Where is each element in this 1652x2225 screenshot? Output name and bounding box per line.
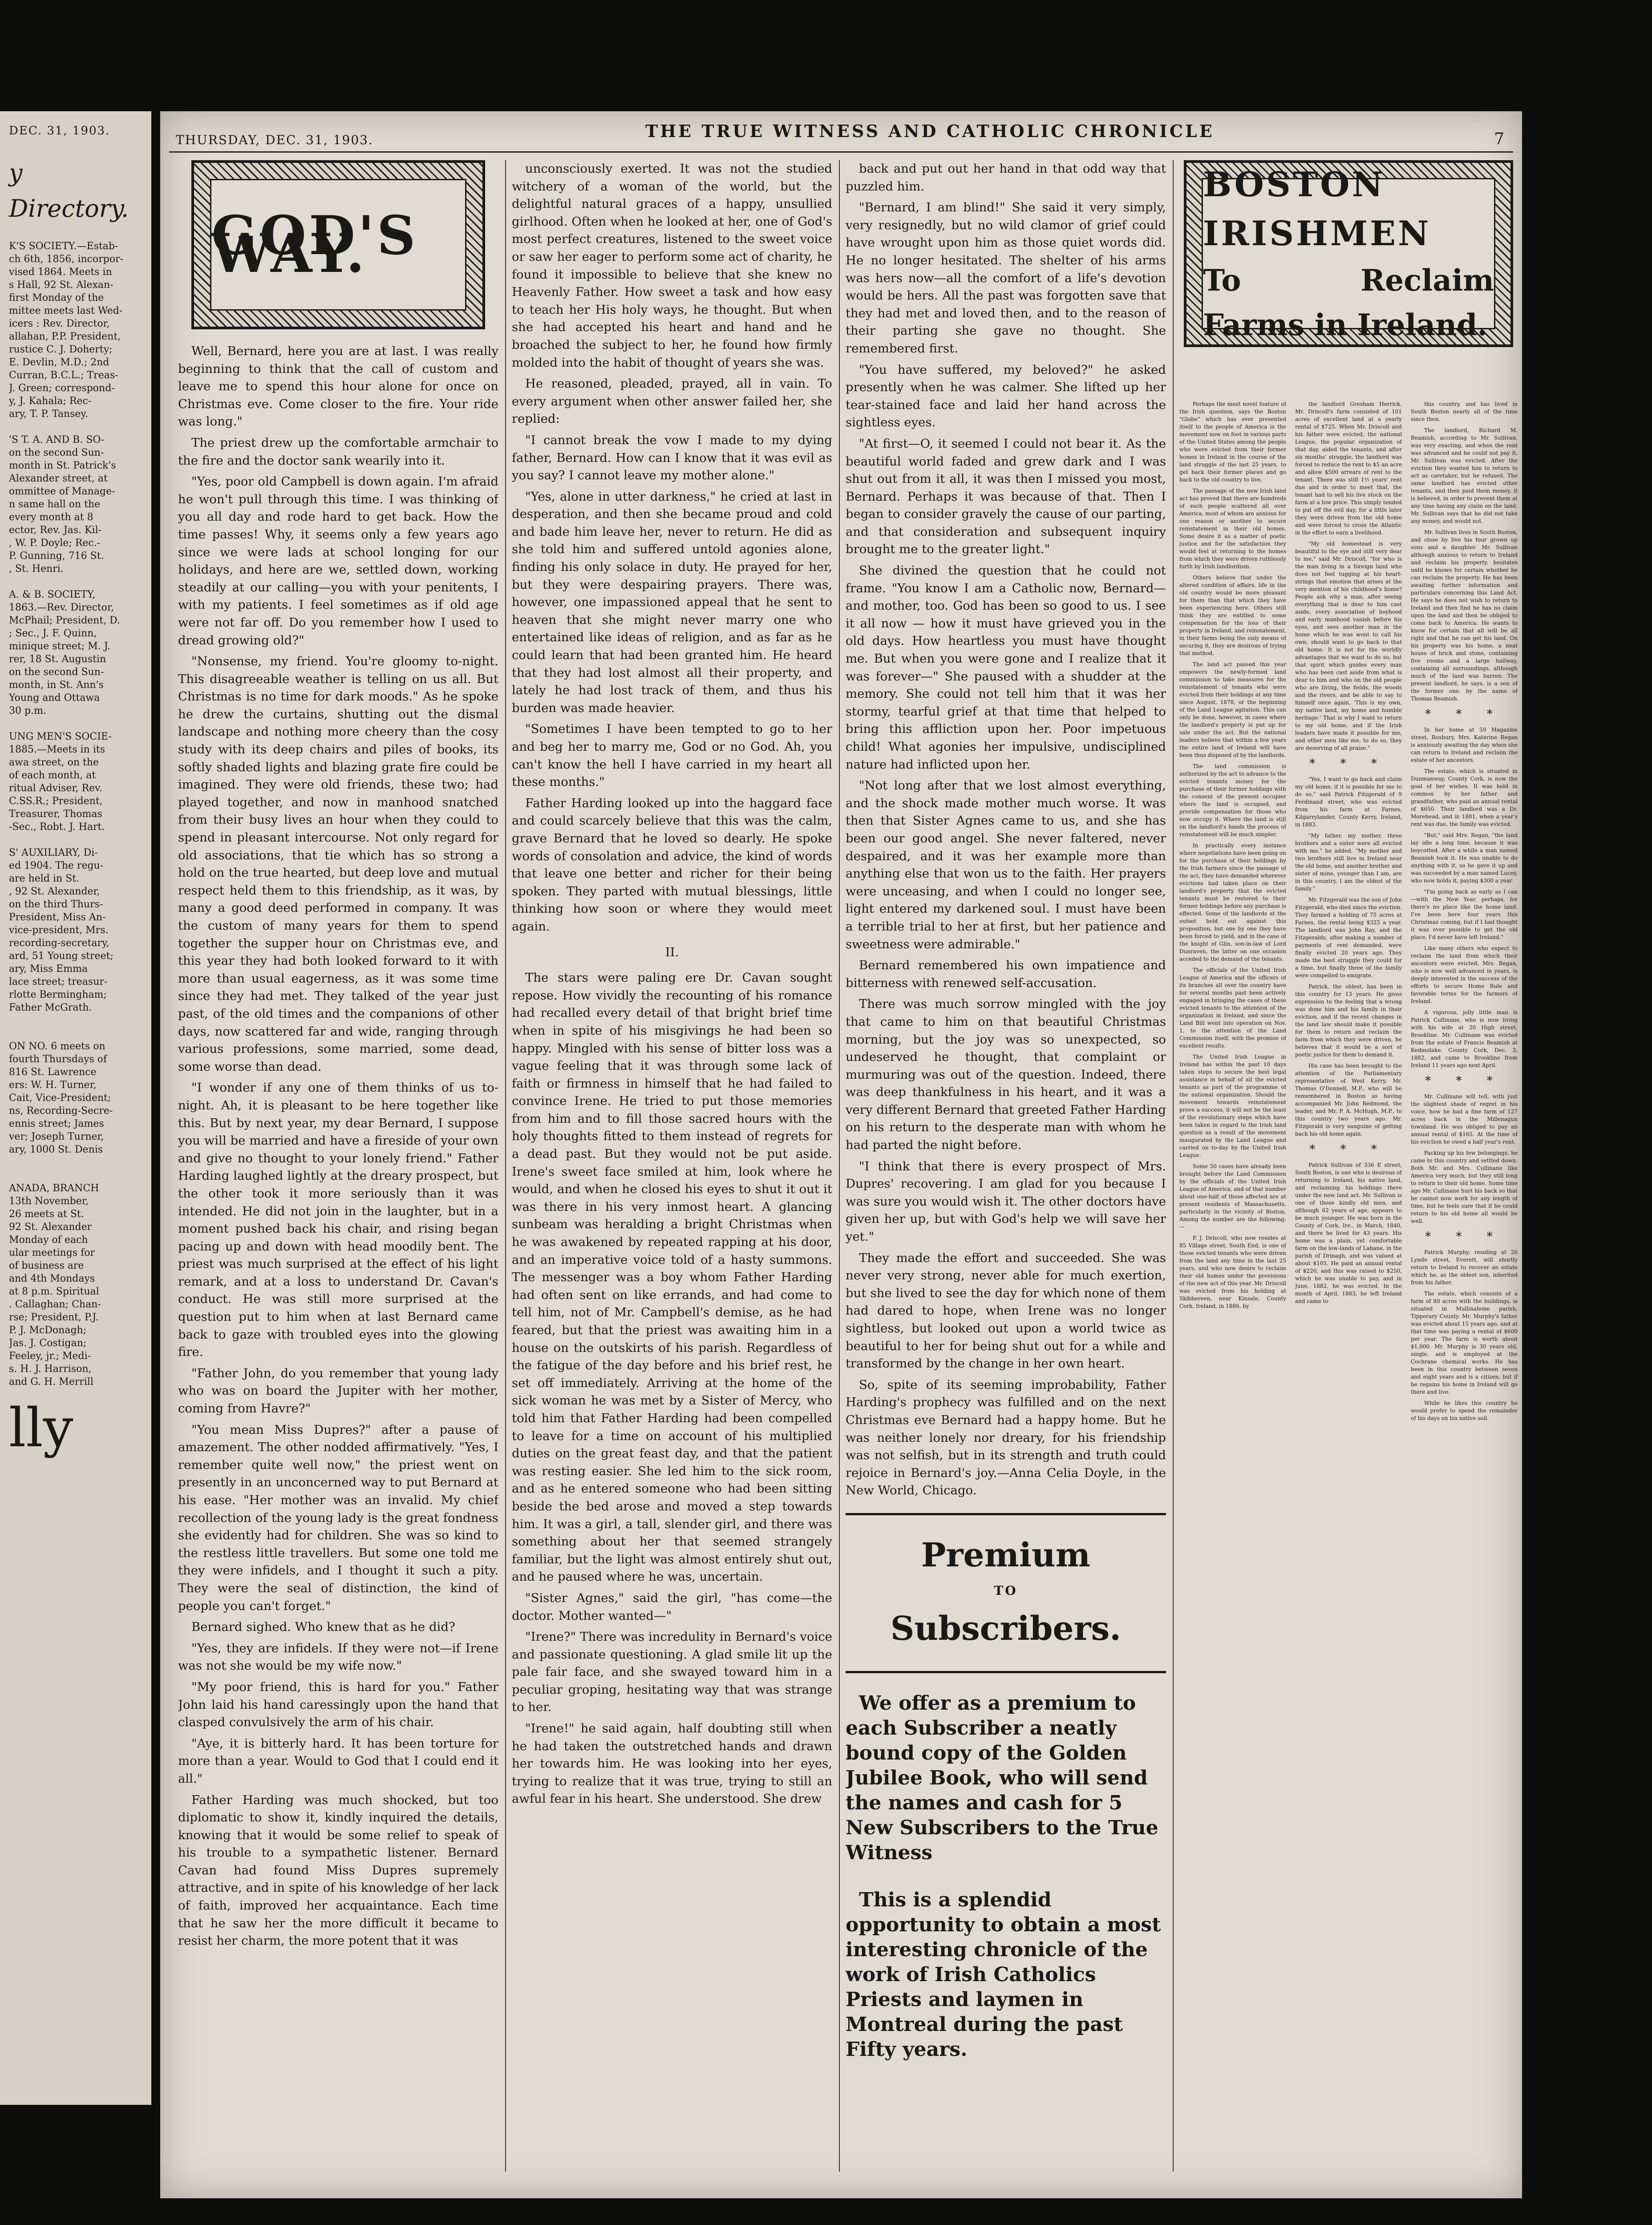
page-margin bbox=[1522, 111, 1652, 2198]
article-paragraph: He reasoned, pleaded, prayed, all in vain. To every argument when other answer failed her, she replied: bbox=[512, 376, 832, 426]
boston-title-frame bbox=[1184, 160, 1513, 347]
directory-line: first Monday of the bbox=[9, 292, 104, 303]
directory-line: Curran, B.C.L.; Treas- bbox=[9, 370, 118, 381]
directory-line: 1863.—Rev. Director, bbox=[9, 602, 114, 613]
article-paragraph: "Yes, poor old Campbell is down again. I'm afraid he won't pull through this time. I was thinking of you all day and rode hard to get back. How the time passes! Why, it seems only a few years ago since we were lads at school longing for our holidays, and here are we, settled down, working steadily at our calling—you with your penitents, I with my patients. I feel sometimes as if old age were not far off. Do you remember how I used to dread growing old?" bbox=[178, 474, 498, 647]
article-paragraph: "Aye, it is bitterly hard. It has been torture for more than a year. Would to God that I could end it all." bbox=[178, 1736, 498, 1786]
article-paragraph: back and put out her hand in that odd way that puzzled him. bbox=[846, 162, 1166, 194]
directory-line: J. Green; correspond- bbox=[9, 383, 115, 394]
article-paragraph: The stars were paling ere Dr. Cavan sought repose. How vividly the recounting of his romance had recalled every detail of that bright brief time when in spite of his misgivings he had been so happy. Mingled with his sense of bitter loss was a vague feeling that it was through some lack of faith or firmness in himself that he had failed to convince Irene. He tried to put those memories from him and to fill those sacred hours with the holy thoughts fitted to them instead of regrets for a dead past. But they would not be put aside. Irene's sweet face smiled at him, look where he would, and when he closed his eyes to shut it out it was there in his very inmost heart. A glancing sunbeam was heralding a bright Christmas when he was awakened by repeated rapping at his door, and an imperative voice told of a hasty summons. The messenger was a boy whom Father Harding had often sent on like errands, and had come to tell him, not of Mr. Campbell's demise, as he had feared, but that the priest was awaiting him in a house on the outskirts of his parish. Regardless of the fatigue of the day before and his brief rest, he set off immediately. Arriving at the home of the sick woman he was met by a Sister of Mercy, who told him that Father Harding had been compelled to leave for a time on account of his multiplied duties on the great feast day, and that the patient was resting easier. She led him to the sick room, and as he entered someone who had been sitting beside the bed arose and moved a step towards him. It was a girl, a tall, slender girl, and there was something about her that seemed strangely familiar, but the light was almost entirely shut out, and he paused where he was, uncertain. bbox=[512, 971, 832, 1584]
directory-line: every month at 8 bbox=[9, 512, 93, 523]
article-paragraph: In her home at 59 Magazine street, Roxbury, Mrs. Katerine Regan is anxiously awaiting the day when she can return to Ireland and reclaim the estate of her ancestors. bbox=[1411, 727, 1518, 763]
article-paragraph: "Sister Agnes," said the girl, "has come—the doctor. Mother wanted—" bbox=[512, 1590, 832, 1623]
directory-line: Monday of each bbox=[9, 1234, 88, 1246]
article-paragraph: Like many others who expect to reclaim the land from which their ancestors were evicted, Mrs. Regan, who is now well advanced in years, is deeply interested in the success of the efforts to secure Home Rule and favorable terms for the farmers of Ireland. bbox=[1411, 945, 1518, 1004]
directory-line: s Hall, 92 St. Alexan- bbox=[9, 279, 113, 291]
directory-line: S' AUXILIARY, Di- bbox=[9, 847, 98, 858]
article-paragraph: The passage of the new Irish land act has proved that there are hundreds of such people scattered all over America, most of whom are anxious for one reason or another to secure reinstatement in their old homes. Some desire it as a matter of poetic justice and for the satisfaction they would feel at returning to the homes from which they were driven ruthlessly forth by Irish landlordism. bbox=[1179, 488, 1286, 570]
gods-way-text-1 bbox=[178, 343, 498, 1950]
directory-line: y, J. Kahala; Rec- bbox=[9, 396, 92, 407]
directory-line: s. H. J. Harrison, bbox=[9, 1363, 92, 1375]
directory-line: awa street, on the bbox=[9, 757, 99, 768]
article-paragraph: P. J. Driscoll, who now resides at 85 Village street, South End, is one of those evicted tenants who were driven from the land any time in the last 25 years, and who now desire to reclaim their old homes under the provisions of the new act of this year. Mr. Driscoll was evicted from his holding at Skibbereen, near Kinsale, County Cork, Ireland, in 1886, by bbox=[1179, 1235, 1286, 1309]
article-paragraph: "I cannot break the vow I made to my dying father, Bernard. How can I know that it was evil as you say? I cannot leave my mother alone." bbox=[512, 433, 832, 483]
directory-line: allahan, P.P. President, bbox=[9, 331, 121, 342]
directory-line: and 4th Mondays bbox=[9, 1273, 95, 1284]
directory-line: McPhail; President, D. bbox=[9, 615, 121, 626]
article-paragraph: She divined the question that he could not frame. "You know I am a Catholic now, Bernard—and mother, too. God has been so good to us. I see it all now — how it must have grieved you in the old days. How heartless you must have thought me. But when you were gone and I realize that it was forever—" She paused with a shudder at the memory. She could not tell him that it was her stormy, tearful grief at that time that helped to bring this affliction upon her. Poor impetuous child! What agonies her impulsive, undisciplined nature had inflicted upon her. bbox=[846, 563, 1166, 772]
article-paragraph: "My poor friend, this is hard for you." Father John laid his hand caressingly upon the hand that clasped convulsively the arm of his chair. bbox=[178, 1679, 498, 1730]
directory-line: rse; President, P.J. bbox=[9, 1312, 99, 1323]
directory-line bbox=[9, 1156, 148, 1169]
article-paragraph: unconsciously exerted. It was not the studied witchery of a woman of the world, but the delightful natural graces of a happy, unsullied girlhood. Often when he looked at her, one of God's most perfect creatures, listened to the sweet voice or saw her eager to perform some act of charity, he found it impossible to believe that she knew no Heavenly Father. How sweet a task and how easy to teach her His holy ways, he thought. But when she had accepted his heart and hand and he broached the subject to her, he found how firmly molded into the habit of thought of years she was. bbox=[512, 162, 832, 370]
article-paragraph: His case has been brought to the attention of the Parliamentary representative of West Kerry, Mr. Thomas O'Donnell, M.P., who will be remembered in Boston as having accompanied Mr. John Redmond, the leader, and Mr. P. A. McHugh, M.P., to this country two years ago. Mr. Fitzgerald is very sanguine of getting back his old home again. bbox=[1295, 1063, 1402, 1137]
article-paragraph: Patrick, the oldest, has been in this country for 13 years. He gives expression to the feeling that a wrong was done him and his family in their eviction, and if the recent changes in the land law should make it possible for them to return and reclaim the farm from which they were driven, he believes that it would be a sort of poetic justice for them to demand it. bbox=[1295, 983, 1402, 1058]
gods-way-title: GOD'S WAY. bbox=[211, 204, 418, 285]
prev-page-ornament: lly bbox=[9, 1397, 73, 1459]
article-paragraph: "Not long after that we lost almost everything, and the shock made mother much worse. It was then that Sister Agnes came to us, and she has been our good angel. She never faltered, never despaired, and it was her example more than anything else that won us to the faith. Her prayers were unceasing, and when I could no longer see, light entered my darkened soul. I must have been a terrible trial to her at first, but her patience and sweetness were admirable." bbox=[846, 778, 1166, 951]
article-paragraph: The estate, which consists of a farm of 80 acres with the buildings, is situated in Mullinahone parish, Tipperary County. Mr. Murphy's father was evicted about 15 years ago, and at that time was paying a rental of $600 per year. The farm is worth about $1,000. Mr. Murphy is 30 years old, single, and is employed at the Cochrane chemical works. He has been in this country between seven and eight years and is a citizen, but if he regains his home in Ireland will go there and live. bbox=[1411, 1290, 1518, 1395]
directory-line: icers : Rev. Director, bbox=[9, 318, 110, 329]
article-paragraph: "Yes, alone in utter darkness," he cried at last in desperation, and then she became proud and cold and bade him leave her, never to return. He did as she told him and suffered untold agonies alone, finding his only solace in duty. He prayed for her, but they were despairing prayers. There was, however, one impassioned appeal that he sent to heaven that she might never marry one who entertained like ideas of religion, and as far as he could learn that had been granted him. He heard that they had lost almost all their property, and lately he had lost track of them, and thus his burden was made heavier. bbox=[512, 489, 832, 715]
article-paragraph: The land act passed this year empowers the newly-formed land commission to take measures for the reinstatement of tenants who were evicted from their holdings at any time since August, 1878, or the beginning of the Land League agitation. This can only be done, however, in cases where the landlord's property is put up for sale under the act. But the national leaders believe that within a few years the entire land of Ireland will have been thus disposed of by the landlords. bbox=[1179, 661, 1286, 758]
directory-line: -Sec., Robt. J. Hart. bbox=[9, 821, 105, 833]
boston-column-2 bbox=[1295, 400, 1402, 2185]
directory-line: ns, Recording-Secre- bbox=[9, 1105, 113, 1117]
directory-line: . Callaghan; Chan- bbox=[9, 1299, 101, 1310]
article-paragraph: "Yes, I want to go back and claim my old home, if it is possible for me to do so," said Patrick Fitzgerald of 9 Ferdinand street, who was evicted from his farm at Farnes, Kilgarrylander, County Kerry, Ireland, in 1883. bbox=[1295, 776, 1402, 828]
section-separator: * * * bbox=[1425, 1230, 1503, 1243]
article-paragraph: Well, Bernard, here you are at last. I was really beginning to think that the call of custom and leave me to spend this hour alone for once on Christmas eve. Come closer to the fire. Your ride was long." bbox=[178, 344, 498, 429]
article-paragraph: Others believe that under the altered condition of affairs, life in the old country would be more pleasant for them than that which they have been experiencing here. Others still think they are entitled to some compensation for the loss of their property in Ireland, and reinstatement, in their farms being the only means of securing it, they are desirous of trying that method. bbox=[1179, 574, 1286, 656]
directory-line: ver; Joseph Turner, bbox=[9, 1131, 104, 1142]
article-paragraph: Perhaps the most novel feature of the Irish question, says the Boston "Globe" which has ever presented itself to the people of America is the movement now on foot in various parts of the United States among the people who were evicted from their former homes in Ireland in the course of the land struggle of the last 25 years, to get back their former places and go back to the old country to live. bbox=[1179, 401, 1286, 483]
directory-line: of each month, at bbox=[9, 770, 96, 781]
directory-line: vised 1864. Meets in bbox=[9, 267, 112, 278]
directory-line bbox=[9, 575, 148, 588]
article-paragraph: "Father John, do you remember that young lady who was on board the Jupiter with her mother, coming from Havre?" bbox=[178, 1366, 498, 1416]
directory-line: C.SS.R.; President, bbox=[9, 796, 103, 807]
article-paragraph: this country, and has lived in South Boston nearly all of the time since then. bbox=[1411, 401, 1518, 422]
prev-page-date: DEC. 31, 1903. bbox=[9, 124, 110, 138]
section-separator: * * * bbox=[1425, 708, 1503, 721]
directory-line: ennis street; James bbox=[9, 1118, 104, 1129]
article-paragraph: "Bernard, I am blind!" She said it very simply, very resignedly, but no wild clamor of grief could have wrought upon him as those quiet words did. He no longer hesitated. The shelter of his arms was hers now—all the comfort of a life's devotion would be hers. All the past was forgotten save that they had met and loved then, and to the reason of their parting she gave no thought. She remembered first. bbox=[846, 200, 1166, 356]
directory-line: P. Gunning, 716 St. bbox=[9, 550, 104, 562]
directory-line: K'S SOCIETY.—Estab- bbox=[9, 241, 118, 252]
directory-line: ch 6th, 1856, incorpor- bbox=[9, 254, 124, 265]
directory-line: on the second Sun- bbox=[9, 667, 104, 678]
running-head bbox=[169, 120, 1513, 153]
article-paragraph: Some 50 cases have already been brought before the Land Commission by the officials of the United Irish League of America, and of that number about one-half of those affected are at present residents of Massachusetts, particularly in the vicinity of Boston. Among the number are the following:— bbox=[1179, 1163, 1286, 1230]
article-paragraph: The estate, which is situated in Dunmanway, County Cork, is now the goal of her wishes. It was held in common by her father and grandfather, who paid an annual rental of $650. Their landlord was a Dr. Morehead, and in 1881, when a year's rent was due, the family was evicted. bbox=[1411, 768, 1518, 827]
directory-line: and G. H. Merrill bbox=[9, 1376, 93, 1388]
directory-line bbox=[9, 1027, 148, 1040]
issue-date: THURSDAY, DEC. 31, 1903. bbox=[176, 133, 373, 147]
directory-line: lace street; treasur- bbox=[9, 976, 108, 987]
gods-way-text-2 bbox=[512, 160, 832, 1808]
directory-line: are held in St. bbox=[9, 873, 80, 884]
article-paragraph: The land commission is authorized by the act to advance to the evicted tenants money for the purchase of their former holdings with the consent of the present occupier where the land is occupied, and provide compensation for those who now occupy it. Where the land is still on the landlord's hands the process of reinstatement will be much simpler. bbox=[1179, 763, 1286, 837]
directory-line: A. & B. SOCIETY, bbox=[9, 589, 96, 600]
directory-line: 'S T. A. AND B. SO- bbox=[9, 434, 105, 445]
premium-opportunity: This is a splendid opportunity to obtain a most interesting chronicle of the work of Irish Catholics Priests and laymen in Montreal during the past Fifty years. bbox=[846, 1888, 1161, 2061]
article-paragraph: Packing up his few belongings, he came to this country and settled down. Both Mr. and Mrs. Cullinane like America very much, but they still long to return to their old home. Some time ago Mr. Cullinane hurt his back so that he cannot now work for any length of time, but he feels sure that if he could return to his old home all would be well. bbox=[1411, 1150, 1518, 1224]
premium-advertisement bbox=[846, 1513, 1166, 2062]
premium-subscribers: Subscribers. bbox=[846, 1604, 1166, 1673]
directory-line: ON NO. 6 meets on bbox=[9, 1041, 105, 1052]
directory-line: , St. Henri. bbox=[9, 563, 64, 574]
directory-line: ; Sec., J. F. Quinn, bbox=[9, 628, 97, 639]
directory-line: President, Miss An- bbox=[9, 912, 106, 923]
directory-line: of business are bbox=[9, 1260, 84, 1271]
directory-line: , 92 St. Alexander, bbox=[9, 886, 100, 897]
article-paragraph: "At first—O, it seemed I could not bear it. As the beautiful world faded and grew dark and I was shut out from it all, it was then I missed you most, Bernard. Perhaps it was because of that. Then I began to consider gravely the cause of our parting, and that consideration and subsequent inquiry brought me to the greater light." bbox=[846, 436, 1166, 557]
article-paragraph: Bernard sighed. Who knew that as he did? bbox=[191, 1620, 455, 1634]
directory-line: vice-president, Mrs. bbox=[9, 925, 109, 936]
directory-line: ular meetings for bbox=[9, 1247, 95, 1258]
directory-line: Feeley, jr.; Medi- bbox=[9, 1351, 91, 1362]
directory-line: rlotte Bermingham; bbox=[9, 989, 107, 1000]
boston-text-1 bbox=[1179, 400, 1286, 1310]
article-paragraph: There was much sorrow mingled with the joy that came to him on that beautiful Christmas morning, but the joy was so unexpected, so undeserved he thought, that complaint or murmuring was out of the question. Indeed, there was deep thankfulness in his heart, and it was a very different Bernard that greeted Father Harding on his return to the desperate man with whom he had parted the night before. bbox=[846, 997, 1166, 1153]
section-separator: * * * bbox=[1425, 1074, 1503, 1088]
directory-line: Cait, Vice-President; bbox=[9, 1092, 111, 1104]
directory-line: ANADA, BRANCH bbox=[9, 1183, 99, 1194]
directory-line bbox=[9, 717, 148, 730]
directory-line: minique street; M. J. bbox=[9, 641, 110, 652]
article-paragraph: Mr. Cullinane will tell, with just the slightest shade of regret in his voice, how he had a fine farm of 127 acres back in the Millenagun townland. He was obliged to pay an annual rental of $165. At the time of his eviction he owed a half year's rent. bbox=[1411, 1093, 1518, 1145]
article-paragraph: The officials of the United Irish League of America and the officers of its branches all over the country have for several months past been actively engaged in bringing the cases of these evicted tenants to the attention of the organization in Ireland, and since the Land Bill went into operation on Nov. 1, to the attention of the Land Commission itself, with the promise of excellent results. bbox=[1179, 967, 1286, 1049]
directory-line: Treasurer, Thomas bbox=[9, 809, 102, 820]
article-paragraph: "I'm going back as early as I can —with the New Year, perhaps, for there's no place like the home land. I've been here four years this Christmas coming, but if I had thought it was ever possible to get the old place, I'd never have left Ireland." bbox=[1411, 889, 1518, 940]
article-paragraph: Mr. Sullivan lives in South Boston, and close by live his four grown up sons and a daughter. Mr. Sullivan although anxious to return to Ireland and reclaim his property, hesitates until he knows for certain whether he can reclaim the property. He has been awaiting further information and particulars concerning this Land Act. He says he does not wish to return to Ireland and then find he has no claim upon the land and then be obliged to come back to America. He wants to know for certain that all will be all right and that he can get his land. On his property was his home, a neat house of brick and stone, containing five rooms and a large hallway, containing all surroundings, although much of the land was barren. The present landlord, he says, is a son of the former one, by the name of Thomas Beamish. bbox=[1411, 529, 1518, 702]
article-paragraph: Mr. Fitzgerald was the son of John Fitzgerald, who died since the eviction. They farmed a holding of 75 acres at Farnes, the rental being $325 a year. The landlord was John Ray, and the Fitzgeralds, after making a number of payments of rent demanded, were finally evicted 20 years ago. They made the best struggle they could for a time, but finally three of the family were compelled to emigrate. bbox=[1295, 897, 1402, 979]
article-paragraph: Father Harding looked up into the haggard face and could scarcely believe that this was the calm, grave Bernard that he loved so dearly. He spoke words of consolation and advice, the kind of words that leave one better and richer for their being spoken. They parted with mutual blessings, little thinking how soon or where they would meet again. bbox=[512, 796, 832, 934]
directory-line: P. J. McDonagh; bbox=[9, 1325, 87, 1336]
prev-page-directory-heading: y Directory. bbox=[9, 159, 129, 222]
article-paragraph: So, spite of its seeming improbability, Father Harding's prophecy was fulfilled and on the next Christmas eve Bernard had a happy home. But he was neither lonely nor dreary, for his friendship was not selfish, but in its strength and truth could rejoice in Bernard's joy.—Anna Celia Doyle, in the New World, Chicago. bbox=[846, 1377, 1166, 1498]
column-rule bbox=[505, 160, 506, 2172]
article-paragraph: "My father, my mother, three brothers and a sister were all evicted with me," he added. "My mother and two brothers still live in Ireland near the old home, and another brother and sister of mine, younger than I am, are in this country. I am the oldest of the family." bbox=[1295, 833, 1402, 892]
directory-line: ary, 1000 St. Denis bbox=[9, 1144, 103, 1155]
directory-line: n same hall on the bbox=[9, 499, 101, 510]
boston-title-line-1: BOSTON IRISHMEN bbox=[1203, 165, 1431, 253]
gods-way-column-1 bbox=[178, 160, 498, 2185]
directory-line: on the third Thurs- bbox=[9, 899, 103, 910]
directory-line bbox=[9, 1169, 148, 1182]
boston-column-1 bbox=[1179, 400, 1286, 2185]
directory-line: Jas. J. Costigan; bbox=[9, 1338, 87, 1349]
gods-way-column-2 bbox=[512, 160, 832, 2185]
article-paragraph: "Irene!" he said again, half doubting still when he had taken the outstretched hands and drawn her towards him. He was looking into her eyes, trying to realize that it was true, trying to still an awful fear in his heart. She understood. She drew bbox=[512, 1721, 832, 1806]
directory-line: on the second Sun- bbox=[9, 447, 104, 458]
article-paragraph: "You mean Miss Dupres?" after a pause of amazement. The other nodded affirmatively. "Yes, I remember quite well now," the priest went on presently in an unconcerned way to put Bernard at his ease. "Her mother was an invalid. My chief recollection of the young lady is the great fondness she evidently had for children. She was so kind to the restless little travellers. But some one told me they were infidels, and I thought it such a pity. They were the seal of distinction, the kind of people you can't forget." bbox=[178, 1422, 498, 1613]
article-paragraph: The United Irish League in Ireland has within the past 10 days taken steps to secure the best legal assistance in behalf of all the evicted tenants as part of the programme of the national organization. Should the movement towards reinstatement prove a success, it will not be the least of the revolutionary steps which have been taken in regard to the Irish land question as a result of the movement inaugurated by the Land League and carried on to-day by the United Irish League. bbox=[1179, 1054, 1286, 1158]
article-paragraph: A vigorous, jolly little man is Patrick Cullinane, who is now living with his wife at 20 High street, Brookline. Mr. Cullinane was evicted from the estate of Francis Beamish at Kedmolake, County Cork, Dec. 3, 1882, and came to Brookline from Ireland 11 years ago next April. bbox=[1411, 1009, 1518, 1068]
article-paragraph: Patrick Sullivan of 336 E street, South Boston, is one who is desirous of returning to Ireland, his native land, and reclaiming his holdings there under the new land act. Mr. Sullivan is one of those kindly old men, and although 62 years of age, appears to be much younger. He was born in the County of Cork, Ire., in March, 1840, and there he lived for 43 years. His home was a plain, yet comfortable farm on the low-lands of Lahane, in the parish of Drinagh, and was valued at about $105. He paid an annual rental of $220, and this was raised to $250, which he was unable to pay, and in June, 1882, he was evicted. In the month of April, 1883, he left Ireland and came to bbox=[1295, 1162, 1402, 1304]
article-paragraph: "Sometimes I have been tempted to go to her and beg her to marry me, God or no God. Ah, you can't know the hell I have carried in my heart all these months." bbox=[512, 722, 832, 789]
article-paragraph: "I wonder if any one of them thinks of us to-night. Ah, it is pleasant to be here together like this. But by next year, my dear Bernard, I suppose you will be married and have a fireside of your own and give no thought to your lonely friend." Father Harding laughed lightly at the dreary prospect, but the other took it more seriously than it was intended. He did not join in the laughter, but in a moment pushed back his chair, and rising began pacing up and down with head moodily bent. The priest was much surprised at the effect of his light remark, and at a loss to understand Dr. Cavan's conduct. He was still more surprised at the question put to him when at last Bernard came back to gaze with troubled eyes into the glowing fire. bbox=[178, 1080, 498, 1359]
gods-way-column-3 bbox=[846, 160, 1166, 2185]
premium-heading: Premium bbox=[921, 1536, 1091, 1574]
article-paragraph: Bernard remembered his own impatience and bitterness with renewed self-accusation. bbox=[846, 958, 1166, 990]
article-paragraph: "You have suffered, my beloved?" he asked presently when he was calmer. She lifted up her tear-stained face and laid her hand across the sightless eyes. bbox=[846, 362, 1166, 430]
article-paragraph: While he likes this country he would prefer to spend the remainder of his days on his native soil. bbox=[1411, 1400, 1518, 1421]
boston-title-line-2: To Reclaim Farms in Ireland. bbox=[1203, 263, 1494, 342]
directory-line: 816 St. Lawrence bbox=[9, 1067, 97, 1078]
premium-offer: We offer as a premium to each Subscriber a neatly bound copy of the Golden Jubilee Book, who will send the names and cash for 5 New Subscribers to the True Witness bbox=[846, 1691, 1158, 1864]
newspaper-page bbox=[160, 111, 1522, 2198]
directory-line: Alexander street, at bbox=[9, 473, 108, 484]
article-paragraph: "I think that there is every prospect of Mrs. Dupres' recovering. I am glad for you because I was sure you would wish it. The other doctors have given her up, but with God's help we will save her yet." bbox=[846, 1159, 1166, 1244]
article-paragraph: "Yes, they are infidels. If they were not—if Irene was not she would be my wife now." bbox=[178, 1641, 498, 1673]
section-separator: * * * bbox=[1309, 1143, 1388, 1156]
gods-way-text-3 bbox=[846, 160, 1166, 1500]
article-paragraph: They made the effort and succeeded. She was never very strong, never able for much exertion, but she lived to see the day for which none of them had dared to hope, when Irene was no longer sightless, but looked out upon a world twice as beautiful to her for being shut out for a while and transformed by the change in her own heart. bbox=[846, 1250, 1166, 1371]
directory-line: ary, T. P. Tansey. bbox=[9, 409, 88, 420]
directory-line: rustice C. J. Doherty; bbox=[9, 344, 113, 355]
directory-line: at 8 p.m. Spiritual bbox=[9, 1286, 99, 1297]
gods-way-title-frame bbox=[191, 160, 485, 329]
article-paragraph: "Nonsense, my friend. You're gloomy to-night. This disagreeable weather is telling on us all. But Christmas is no time for dark moods." As he spoke he drew the curtains, shutting out the dismal landscape and nothing more cheery than the cosy study with its deep chairs and piles of books, its softly shaded lights and blazing grate fire could be imagined. They were old friends, these two; had played together, and now in manhood snatched from their busy lives an hour when they could to spend in pleasant intercourse. Not only regard for old associations, that tie which has so strong a hold on the true hearted, but deep love and mutual respect held them to this friendship, as it was, by many a good deed performed in company. It was the custom of many years for them to spend together the supper hour on Christmas eve, and this year they had both looked forward to it with more than usual eagerness, as it was some time since they had met. They talked of the year just past, of the old times and the companions of other days, now scattered far and wide, ranging through various professions, some married, some dead, some worse than dead. bbox=[178, 654, 498, 1074]
directory-line: ritual Adviser, Rev. bbox=[9, 783, 102, 794]
directory-line: 13th November, bbox=[9, 1196, 89, 1207]
column-rule bbox=[839, 160, 840, 2172]
directory-line bbox=[9, 421, 148, 433]
directory-line: mittee meets last Wed- bbox=[9, 305, 123, 316]
directory-line: ector, Rev. Jas. Kil- bbox=[9, 525, 102, 536]
directory-line: Young and Ottawa bbox=[9, 692, 100, 704]
page-number: 7 bbox=[1494, 130, 1504, 148]
directory-line: ommittee of Manage- bbox=[9, 486, 115, 497]
directory-line: 26 meets at St. bbox=[9, 1209, 84, 1220]
boston-column-3 bbox=[1411, 400, 1518, 2185]
directory-line: fourth Thursdays of bbox=[9, 1054, 107, 1065]
column-rule bbox=[1173, 160, 1174, 2172]
article-paragraph: Patrick Murphy, residing at 26 Lynde street, Everett, will shortly return to Ireland to recover an estate which he, as the oldest son, inherited from his father. bbox=[1411, 1249, 1518, 1286]
section-separator: * * * bbox=[1309, 757, 1388, 770]
directory-line bbox=[9, 833, 148, 846]
directory-line: E. Devlin, M.D.; 2nd bbox=[9, 357, 109, 368]
directory-line: month in St. Patrick's bbox=[9, 460, 116, 471]
directory-line: rer, 18 St. Augustin bbox=[9, 654, 106, 665]
article-paragraph: "Irene?" There was incredulity in Bernard's voice and passionate questioning. A glad smile lit up the pale fair face, and she swayed toward him in a peculiar groping, hesitating way that was strange to her. bbox=[512, 1630, 832, 1715]
article-paragraph: The priest drew up the comfortable armchair to the fire and the doctor sank wearily into it. bbox=[178, 435, 498, 468]
section-number: II. bbox=[665, 945, 679, 959]
directory-line: ers: W. H. Turner, bbox=[9, 1080, 97, 1091]
premium-to: TO bbox=[994, 1583, 1018, 1598]
article-paragraph: Father Harding was much shocked, but too diplomatic to show it, kindly inquired the details, knowing that it would be some relief to speak of his trouble to a sympathetic listener. Bernard Cavan had found Miss Dupres supremely attractive, and in spite of his knowledge of her lack of faith, improved her acquaintance. Each time that he saw her the more difficult it became to resist her charm, the more potent that it was bbox=[178, 1792, 498, 1948]
directory-line: ard, 51 Young street; bbox=[9, 951, 113, 962]
directory-line: ed 1904. The regu- bbox=[9, 860, 104, 871]
directory-line: Father McGrath. bbox=[9, 1002, 92, 1013]
article-paragraph: "My old homestead is very beautiful to the eye and still very dear to me," said Mr. Driscoll, "for who is the man living in a foreign land who does not feel tugging at his heart-strings that emotion that arises at the very mention of his childhood's home? People ask why a man, after seeing everything that is dear to him cast aside, every association of boyhood and early manhood vanish before his eyes, and sees another man in the home which he was wont to call his own, should want to go back to that old home. It is not for the worldly advantages that we want to do so, but that spirit which guides every man who has been cast aside from what is dear to him and who on the old people who are living, the fields, the woods and the rivers, and be able to say to himself once again, 'This is my own, my native land, my home and humble heritage.' That is why I want to return to my old home, and if the Irish leaders have made it possible for me, and other men like me, to do so, they are deserving of all praise." bbox=[1295, 541, 1402, 751]
directory-line: recording-secretary, bbox=[9, 938, 109, 949]
article-paragraph: the landlord Gresham Herrick. Mr. Driscoll's farm consisted of 101 acres of excellent land at a yearly rental of $725. When Mr. Driscoll and his father were evicted, the national League, the popular organization of that day, aided the tenants, and after six months' struggle, the landlord was forced to reduce the rent to $5 an acre and allow $500 arrears of rent to the tenant. There was still 1½ years' rent due and in order to meet that, the tenant had to sell his live stock on the farm at a low price. This simply tended to put off the evil day, for a little later they were driven from the old home and were forced to cross the Atlantic in the effort to earn a livelihood. bbox=[1295, 401, 1402, 536]
previous-page-fragment bbox=[0, 111, 151, 2105]
article-paragraph: "But," said Mrs. Regan, "the land lay idle a long time, because it was boycotted. After a while a man named Beamish took it. He was unable to do anything with it, so he gave it up and was succeeded by a man named Lucey, who now holds it, paying $300 a year. bbox=[1411, 832, 1518, 884]
directory-line: ary, Miss Emma bbox=[9, 963, 88, 975]
directory-line: 1885.—Meets in its bbox=[9, 744, 105, 755]
directory-line bbox=[9, 1014, 148, 1027]
article-paragraph: In practically every instance where negotiations have been going on for the purchase of their holdings by the Irish farmers since the passage of the act, they have demanded wherever evictions had taken place on their landlord's property that the evicted tenants must be restored to their former holdings before any purchase is effected. Some of the landlords at the outset held out against this proposition, but one by one they have been forced to yield, and in the case of the knight of Glin, son-in-law of Lord Dunraven, the latter on one occasion acceded to the demand of the tenants. bbox=[1179, 842, 1286, 962]
newspaper-title: THE TRUE WITNESS AND CATHOLIC CHRONICLE bbox=[645, 121, 1215, 141]
prev-page-directory-list bbox=[9, 240, 148, 1388]
article-paragraph: The landlord, Richard M. Beamish, according to Mr. Sullivan, was very exacting, and when the rent was advanced and he could not pay it, Mr. Sullivan was evicted. After the eviction they wanted him to return to act as caretaker, but he refused. The same landlord has evicted other tenants, and then paid them money, it is believed, in order to prevent them at any time having any claim on the land. Mr. Sullivan says that he did not take any money, and would not. bbox=[1411, 427, 1518, 524]
directory-line: 30 p.m. bbox=[9, 705, 46, 716]
directory-line: UNG MEN'S SOCIE- bbox=[9, 731, 112, 742]
directory-line: , W. P. Doyle; Rec.- bbox=[9, 538, 101, 549]
directory-line: 92 St. Alexander bbox=[9, 1222, 92, 1233]
directory-line: month, in St. Ann's bbox=[9, 680, 104, 691]
